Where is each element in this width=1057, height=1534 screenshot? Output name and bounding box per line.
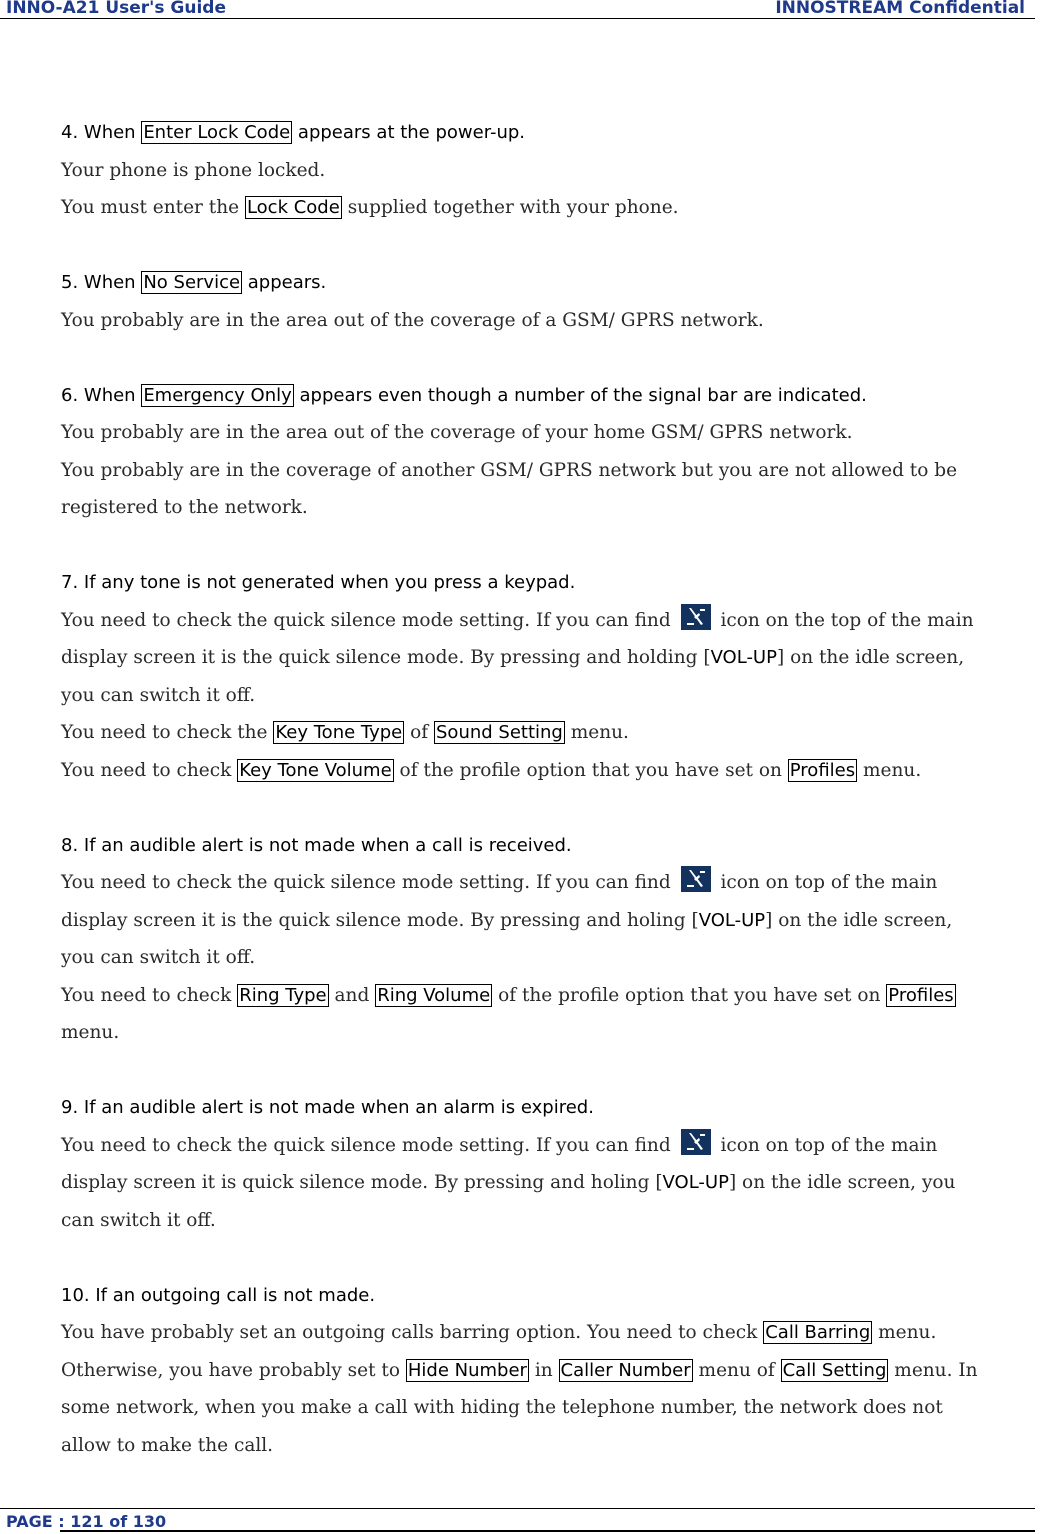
section-7-line-5: You need to check Key Tone Volume of the profile option that you have set on Profiles menu. (61, 759, 922, 781)
section-7-heading: 7. If any tone is not generated when you press a keypad. (61, 572, 576, 593)
call-barring-label: Call Barring (765, 1322, 871, 1343)
section-10-line-2: Otherwise, you have probably set to Hide Number in Caller Number menu of Call Setting menu. In (61, 1359, 978, 1381)
ring-volume-label: Ring Volume (377, 984, 491, 1006)
call-setting-label: Call Setting (782, 1359, 887, 1381)
section-8-line-4: You need to check Ring Type and Ring Volume of the profile option that you have set on Profiles (61, 984, 954, 1006)
sound-setting-label: Sound Setting (436, 722, 563, 743)
section-6-line-3: registered to the network. (61, 497, 308, 518)
section-7-line-3: you can switch it off. (61, 684, 256, 706)
vol-up-key: VOL-UP (698, 909, 766, 931)
section-10-line-3: some network, when you make a call with hiding the telephone number, the network does not (61, 1397, 943, 1418)
section-7-line-1: You need to check the quick silence mode setting. If you can find icon on the top of the main (61, 602, 1051, 640)
quick-silence-mode-icon (681, 604, 711, 630)
profiles-label: Profiles (888, 984, 954, 1006)
section-10-line-4: allow to make the call. (61, 1434, 274, 1456)
key-tone-volume-label: Key Tone Volume (239, 759, 392, 781)
section-4-line-2: You must enter the Lock Code supplied together with your phone. (61, 197, 679, 218)
no-service-label: No Service (143, 272, 241, 293)
section-5-heading: 5. When No Service appears. (61, 272, 327, 293)
vol-up-key: VOL-UP (710, 647, 777, 668)
caller-number-label: Caller Number (560, 1359, 691, 1381)
section-5-line-1: You probably are in the area out of the coverage of a GSM/ GPRS network. (61, 309, 764, 331)
troubleshooting-content (61, 114, 1051, 1464)
section-7-line-2: display screen it is the quick silence mode. By pressing and holding [VOL-UP] on the idle screen, (61, 647, 965, 668)
document-title: INNO-A21 User's Guide (6, 0, 226, 18)
section-7-line-4: You need to check the Key Tone Type of Sound Setting menu. (61, 722, 629, 743)
section-4-line-1: Your phone is phone locked. (61, 159, 326, 181)
page-number: PAGE : 121 of 130 (6, 1512, 167, 1531)
footer-rule (60, 1530, 1035, 1532)
section-6-heading: 6. When Emergency Only appears even though a number of the signal bar are indicated. (61, 384, 867, 406)
section-9-line-3: can switch it off. (61, 1209, 216, 1231)
section-8-line-1: You need to check the quick silence mode setting. If you can find icon on top of the main (61, 864, 1051, 902)
enter-lock-code-label: Enter Lock Code (143, 122, 291, 143)
section-10-heading: 10. If an outgoing call is not made. (61, 1284, 376, 1306)
section-8-line-5: menu. (61, 1022, 120, 1043)
profiles-label: Profiles (789, 759, 856, 781)
quick-silence-mode-icon (681, 1129, 711, 1155)
section-9-line-2: display screen it is quick silence mode. By pressing and holing [VOL-UP] on the idle screen, you (61, 1172, 956, 1193)
page-header (0, 0, 1035, 19)
emergency-only-label: Emergency Only (143, 384, 292, 406)
section-8-heading: 8. If an audible alert is not made when a call is received. (61, 834, 572, 856)
section-9-line-1: You need to check the quick silence mode setting. If you can find icon on top of the main (61, 1127, 1051, 1165)
section-8-line-3: you can switch it off. (61, 947, 256, 968)
section-4-heading: 4. When Enter Lock Code appears at the power-up. (61, 122, 526, 143)
confidential-label: INNOSTREAM Confidential (775, 0, 1025, 18)
section-8-line-2: display screen it is the quick silence mode. By pressing and holing [VOL-UP] on the idle screen, (61, 909, 953, 931)
vol-up-key: VOL-UP (662, 1172, 729, 1193)
lock-code-label: Lock Code (246, 197, 340, 218)
page-footer (0, 1508, 1035, 1533)
key-tone-type-label: Key Tone Type (275, 722, 403, 743)
hide-number-label: Hide Number (407, 1359, 527, 1381)
ring-type-label: Ring Type (239, 984, 327, 1006)
section-6-line-2: You probably are in the coverage of another GSM/ GPRS network but you are not allowed to be (61, 459, 958, 481)
quick-silence-mode-icon (681, 866, 711, 892)
section-9-heading: 9. If an audible alert is not made when an alarm is expired. (61, 1097, 594, 1118)
section-6-line-1: You probably are in the area out of the coverage of your home GSM/ GPRS network. (61, 422, 853, 443)
section-10-line-1: You have probably set an outgoing calls barring option. You need to check Call Barring menu. (61, 1322, 937, 1343)
